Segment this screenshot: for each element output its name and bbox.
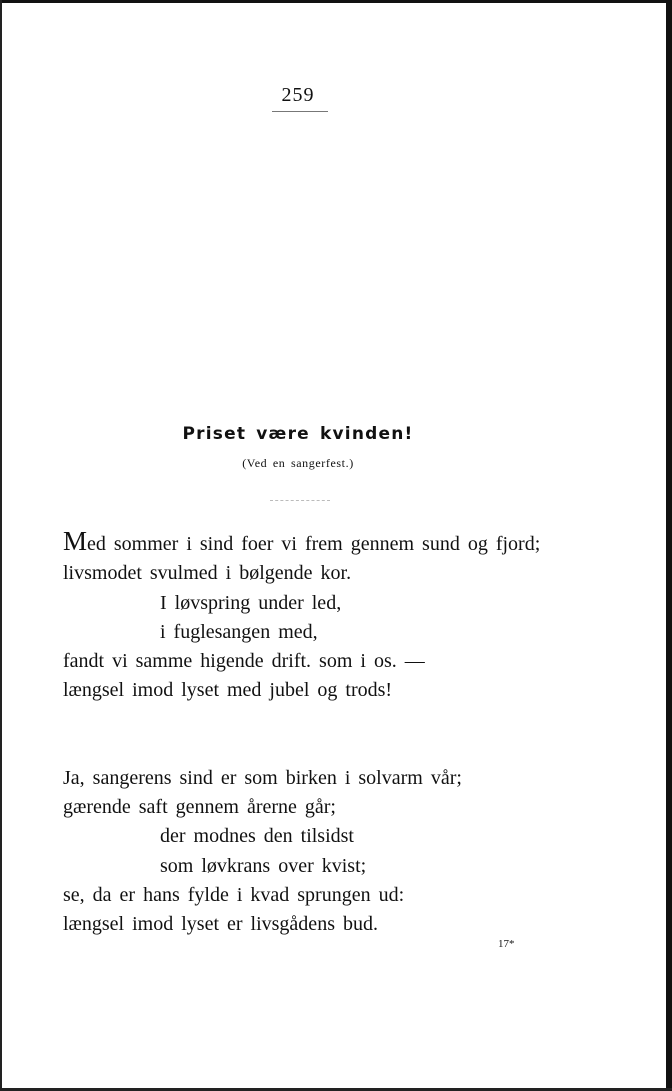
scan-border-top <box>0 0 672 3</box>
scan-border-left <box>0 0 2 1091</box>
verse-line: længsel imod lyset med jubel og trods! <box>63 679 393 701</box>
verse-line: Med sommer i sind foer vi frem gennem sund og fjord; <box>63 526 541 556</box>
scan-border-right <box>666 0 672 1091</box>
poem-title: Priset være kvinden! <box>182 424 414 444</box>
page-number: 259 <box>281 84 315 106</box>
verse-line: i fuglesangen med, <box>160 621 318 643</box>
drop-initial: M <box>63 526 88 556</box>
poem-subtitle: (Ved en sangerfest.) <box>242 456 354 470</box>
verse-line: I løvspring under led, <box>160 592 342 614</box>
verse-line: gærende saft gennem årerne går; <box>63 796 336 818</box>
verse-line: som løvkrans over kvist; <box>160 855 367 877</box>
verse-line: længsel imod lyset er livsgådens bud. <box>63 913 378 935</box>
verse-line: fandt vi samme higende drift. som i os. — <box>63 650 425 672</box>
verse-line: der modnes den tilsidst <box>160 825 354 847</box>
verse-line: Ja, sangerens sind er som birken i solvarm vår; <box>63 767 462 789</box>
verse-line: se, da er hans fylde i kvad sprungen ud: <box>63 884 405 906</box>
ornament-divider <box>270 500 330 502</box>
verse-line: livsmodet svulmed i bølgende kor. <box>63 562 352 584</box>
page-number-rule <box>272 111 328 112</box>
signature-mark: 17* <box>498 938 515 950</box>
